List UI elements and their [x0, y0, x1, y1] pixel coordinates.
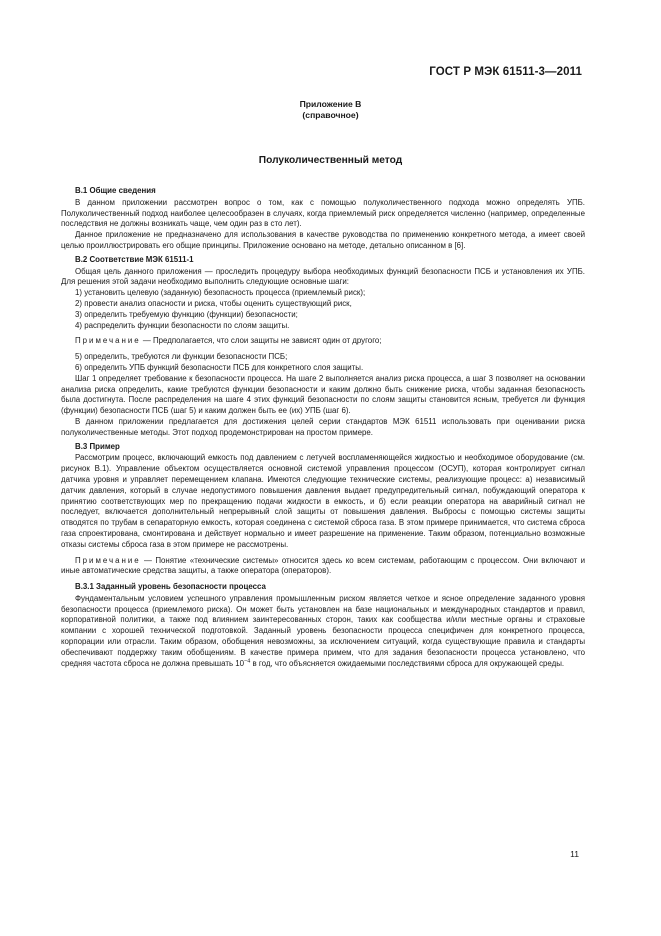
annex-title: Приложение В	[299, 99, 362, 109]
section-heading-b3: В.3 Пример	[75, 441, 120, 451]
exponent: −4	[244, 658, 251, 665]
section-heading-b31: В.3.1 Заданный уровень безопасности процесса	[75, 582, 266, 592]
standard-header: ГОСТ Р МЭК 61511-3—2011	[429, 66, 582, 78]
document-title: Полуколичественный метод	[258, 155, 403, 166]
list-item: 3) определить требуемую функцию (функции) безопасности;	[75, 309, 298, 319]
list-item: 5) определить, требуются ли функции безопасности ПСБ;	[75, 352, 288, 362]
annex-block	[0, 99, 661, 121]
paragraph: В данном приложении предлагается для достижения целей серии стандартов МЭК 61511 использовать при оценивании риска полуколичественные методы. Этот подход продемонстрирован на простом примере.	[61, 416, 585, 437]
note	[61, 336, 585, 347]
section-heading-b2: В.2 Соответствие МЭК 61511-1	[75, 254, 194, 264]
list-item: 2) провести анализ опасности и риска, чтобы оценить существующий риск,	[75, 298, 352, 308]
section-heading-b1: В.1 Общие сведения	[75, 186, 156, 195]
paragraph-text-end: в год, что объясняется ожидаемыми последствиями сброса для окружающей среды.	[250, 658, 565, 668]
paragraph: Данное приложение не предназначено для использования в качестве руководства по применению конкретного метода, а имеет своей целью проиллюстрировать его общие принципы. Приложение основано на методе, детально описанном в [6].	[61, 230, 585, 250]
paragraph	[61, 594, 585, 670]
document-body	[61, 183, 585, 669]
paragraph: Шаг 1 определяет требование к безопасности процесса. На шаге 2 выполняется анализ риска процесса, а шаг 3 позволяет на основании анализа риска определить, какие требуются функции безопасности и каким должно быть снижение риска, чтобы заданная безопасность была достигнута. После распределения на шаге 4 этих функций безопасности по слоям защиты становится ясным, требуется ли функция (функции) безопасности ПСБ (шаг 5) и каким должен быть ее (их) УПБ (шаг 6).	[61, 373, 585, 416]
note-label: Примечание	[75, 555, 141, 565]
paragraph: Рассмотрим процесс, включающий емкость под давлением с летучей воспламеняющейся жидкостью и необходимое оборудование (см. рисунок В.1). Управление объектом осуществляется основной системой управления процессом (ОСУП), которая контролирует сигнал датчика уровня и управляет перемещением клапана. Имеются следующие технические системы, реализующие процесс: а) независимый датчик давления, который в случае недопустимого повышения давления выдает предупредительный сигнал, побуждающий оператора к принятию соответствующих мер по прекращению подачи жидкости в емкость, и б) если реакции оператора на аварийный сигнал не последует, включается дополнительный непрерывный слой защиты от повышения давления. Выбросы с помощью системы защиты отводятся по трубам в сепараторную емкость, которая соединена с системой сброса газа. В этом примере принимается, что система сброса газа спроектирована, смонтирована и действует нормально и имеет разрешение на применение. Таким образом, потенциально возможные отказы системы сброса газа в этом примере не рассмотрены.	[61, 453, 585, 549]
paragraph: В данном приложении рассмотрен вопрос о том, как с помощью полуколичественного подхода можно определять УПБ. Полуколичественный подход наиболее целесообразен в случаях, когда приемлемый риск определяется численно (например, определенные последствия не должны возникать чаще, чем один раз в сто лет).	[61, 197, 585, 229]
note	[61, 556, 585, 578]
paragraph: Общая цель данного приложения — проследить процедуру выбора необходимых функций безопасности ПСБ и установления их УПБ. Для решения этой задачи необходимо выполнить следующие основные шаги:	[61, 266, 585, 287]
list-item: 4) распределить функции безопасности по слоям защиты.	[75, 320, 290, 330]
paragraph-text: Фундаментальным условием успешного управления промышленным риском является четкое и ясное определение заданного уровня безопасности процесса (приемлемого риска). Он может быть установлен на базе национальных и международных стандартов и правил, корпоративной политики, а также под влиянием заинтересованных сторон, таких как сообщества и/или местные органы и страховые компании с хорошей технической подготовкой. Заданный уровень безопасности процесса специфичен для конкретного процесса, корпорации или отрасли. Таким образом, обобщения невозможны, за исключением ситуаций, когда существующие правила и стандарты обеспечивают поддержку таким обобщениям. В качестве примера примем, что для задания безопасности процесса установлено, что средняя частота сброса не должна превышать 10	[61, 593, 585, 668]
page-number: 11	[570, 849, 579, 859]
list-item: 6) определить УПБ функций безопасности ПСБ для конкретного слоя защиты.	[75, 362, 364, 372]
note-text: — Понятие «технические системы» относится здесь ко всем системам, работающим с процессом. Они включают и иные автоматические средства защиты, а также оператора (операторов).	[61, 555, 585, 576]
note-text: — Предполагается, что слои защиты не зависят один от другого;	[140, 336, 382, 346]
list-item: 1) установить целевую (заданную) безопасность процесса (приемлемый риск);	[75, 288, 366, 298]
note-label: Примечание	[75, 336, 141, 346]
annex-status: (справочное)	[302, 110, 359, 120]
